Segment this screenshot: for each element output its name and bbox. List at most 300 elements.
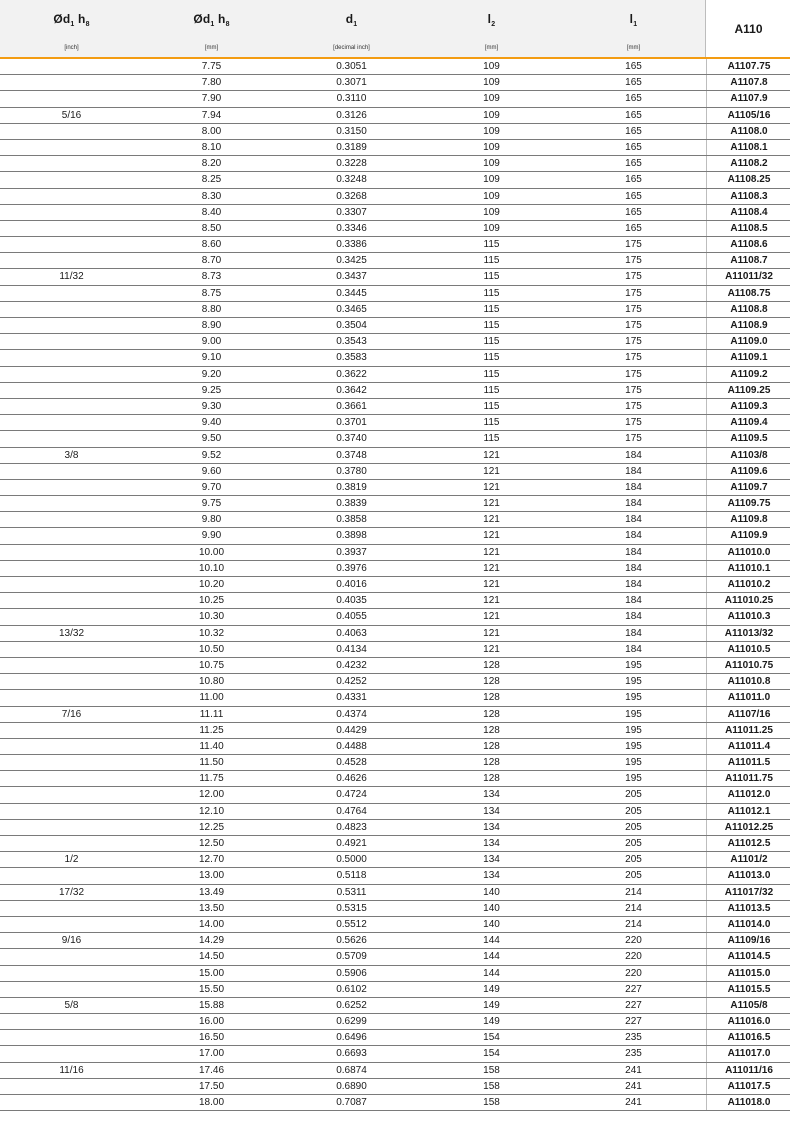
- table-row: [0, 172, 790, 188]
- cell-mm-diameter: 12.25: [198, 821, 225, 833]
- cell-decimal-inch: 0.3268: [336, 190, 367, 202]
- cell-l1: 165: [625, 158, 642, 170]
- cell-l1: 195: [625, 724, 642, 736]
- cell-decimal-inch: 0.3071: [336, 77, 367, 89]
- cell-inch-diameter: [20, 1046, 123, 1062]
- cell-article-code: A11017.0: [706, 1046, 790, 1061]
- cell-article-code: A11010.5: [706, 642, 790, 657]
- cell-l1: 205: [625, 789, 642, 801]
- cell-mm-diameter: 9.20: [201, 368, 222, 380]
- cell-article-code: A1108.4: [706, 205, 790, 220]
- cell-inch-diameter: [20, 609, 123, 625]
- cell-inch-diameter: [20, 383, 123, 399]
- cell-decimal-inch: 0.6252: [336, 999, 367, 1011]
- cell-mm-diameter: 8.25: [201, 174, 222, 186]
- cell-l1: 165: [625, 174, 642, 186]
- cell-inch-diameter: [20, 75, 123, 91]
- cell-l1: 220: [625, 951, 642, 963]
- header-mm-symbol: $Ød_1$ $h_8$: [193, 12, 230, 28]
- cell-decimal-inch: 0.4823: [336, 821, 367, 833]
- cell-l1: 184: [625, 595, 642, 607]
- cell-l1: 165: [625, 141, 642, 153]
- cell-l1: 165: [625, 109, 642, 121]
- cell-inch-diameter: [20, 1079, 123, 1095]
- cell-decimal-inch: 0.4429: [336, 724, 367, 736]
- cell-l2: 115: [483, 352, 500, 364]
- cell-inch-diameter: [20, 205, 123, 221]
- table-row: [0, 949, 790, 965]
- cell-inch-diameter: [20, 1014, 123, 1030]
- cell-inch-diameter: [20, 286, 123, 302]
- cell-article-code: A1109.4: [706, 415, 790, 430]
- cell-article-code: A1108.6: [706, 237, 790, 252]
- cell-mm-diameter: 9.50: [201, 433, 222, 445]
- cell-inch-diameter: [20, 528, 123, 544]
- cell-decimal-inch: 0.4921: [336, 838, 367, 849]
- cell-mm-diameter: 16.00: [198, 1016, 225, 1028]
- cell-l2: 128: [483, 757, 500, 769]
- cell-decimal-inch: 0.3819: [336, 481, 367, 493]
- cell-mm-diameter: 17.46: [198, 1064, 225, 1076]
- cell-article-code: A11017/32: [706, 885, 790, 900]
- table-row: [0, 609, 790, 625]
- cell-l2: 144: [483, 967, 500, 979]
- table-row: [0, 448, 790, 464]
- cell-l2: 134: [483, 854, 500, 866]
- cell-l2: 109: [483, 77, 500, 89]
- cell-article-code: A11014.0: [706, 917, 790, 932]
- cell-l1: 175: [625, 255, 642, 267]
- cell-l2: 109: [483, 158, 500, 170]
- cell-decimal-inch: 0.7087: [336, 1097, 367, 1108]
- table-row: [0, 642, 790, 658]
- table-row: [0, 383, 790, 399]
- cell-l2: 149: [483, 983, 500, 995]
- header-l1-unit: [mm]: [626, 45, 641, 51]
- cell-mm-diameter: 12.00: [198, 789, 225, 801]
- cell-inch-diameter: [20, 334, 123, 350]
- cell-l2: 115: [483, 368, 500, 380]
- cell-article-code: A11010.3: [706, 609, 790, 624]
- cell-article-code: A1107/16: [706, 707, 790, 722]
- table-row: [0, 318, 790, 334]
- table-row: [0, 658, 790, 674]
- cell-article-code: A1108.8: [706, 302, 790, 317]
- cell-decimal-inch: 0.4016: [336, 579, 367, 590]
- cell-l1: 175: [625, 352, 642, 364]
- cell-l2: 128: [483, 676, 500, 688]
- cell-mm-diameter: 7.80: [201, 77, 222, 89]
- cell-article-code: A1109.9: [706, 528, 790, 543]
- cell-article-code: A1109.5: [706, 431, 790, 446]
- cell-mm-diameter: 11.75: [199, 773, 224, 785]
- cell-l2: 109: [483, 190, 500, 202]
- cell-l2: 121: [483, 611, 500, 623]
- cell-article-code: A11016.0: [706, 1014, 790, 1029]
- cell-inch-diameter: [20, 723, 123, 739]
- cell-l2: 128: [483, 740, 500, 752]
- cell-inch-diameter: 11/16: [59, 1064, 84, 1076]
- cell-l2: 115: [483, 271, 500, 283]
- cell-mm-diameter: 9.10: [201, 352, 222, 364]
- cell-inch-diameter: [20, 949, 123, 965]
- cell-article-code: A1108.1: [706, 140, 790, 155]
- cell-mm-diameter: 14.00: [198, 918, 225, 930]
- table-row: [0, 739, 790, 755]
- table-row: [0, 966, 790, 982]
- table-row: [0, 528, 790, 544]
- cell-l2: 121: [483, 562, 500, 574]
- cell-l1: 175: [625, 417, 642, 429]
- cell-mm-diameter: 10.75: [198, 659, 225, 671]
- cell-inch-diameter: [20, 480, 123, 496]
- cell-decimal-inch: 0.3504: [336, 320, 367, 331]
- cell-decimal-inch: 0.3248: [336, 174, 367, 186]
- cell-article-code: A11013.0: [706, 868, 790, 883]
- cell-l1: 184: [625, 465, 642, 477]
- cell-decimal-inch: 0.3622: [336, 368, 367, 380]
- cell-mm-diameter: 9.30: [201, 400, 222, 412]
- cell-inch-diameter: [20, 593, 123, 609]
- cell-l1: 175: [625, 384, 642, 396]
- cell-article-code: A11010.25: [706, 593, 790, 608]
- table-row: [0, 350, 790, 366]
- table-row: [0, 286, 790, 302]
- cell-mm-diameter: 10.32: [198, 627, 225, 639]
- table-row: [0, 804, 790, 820]
- cell-decimal-inch: 0.4724: [336, 789, 367, 801]
- cell-l1: 184: [625, 514, 642, 526]
- cell-mm-diameter: 8.40: [201, 206, 222, 218]
- cell-l2: 121: [483, 465, 500, 477]
- table-row: [0, 75, 790, 91]
- cell-l2: 115: [483, 255, 500, 267]
- header-d1-unit: [decimal inch]: [333, 45, 370, 51]
- cell-decimal-inch: 0.6102: [336, 983, 367, 995]
- cell-mm-diameter: 10.25: [198, 595, 225, 607]
- table-row: [0, 302, 790, 318]
- cell-decimal-inch: 0.4374: [336, 708, 367, 720]
- cell-l2: 109: [483, 61, 500, 72]
- cell-l1: 195: [625, 740, 642, 752]
- cell-l2: 109: [483, 141, 500, 153]
- cell-decimal-inch: 0.3437: [336, 271, 367, 283]
- cell-mm-diameter: 10.00: [198, 546, 225, 558]
- cell-mm-diameter: 10.80: [198, 676, 225, 688]
- table-row: [0, 885, 790, 901]
- cell-l2: 115: [483, 384, 500, 396]
- cell-l2: 121: [483, 514, 500, 526]
- cell-article-code: A1108.9: [706, 318, 790, 333]
- table-row: [0, 496, 790, 512]
- cell-l2: 121: [483, 530, 500, 542]
- cell-l1: 165: [625, 61, 642, 72]
- cell-decimal-inch: 0.3976: [336, 562, 367, 574]
- cell-l2: 121: [483, 481, 500, 493]
- cell-mm-diameter: 9.52: [201, 449, 222, 461]
- cell-l1: 175: [625, 320, 642, 331]
- cell-decimal-inch: 0.3583: [336, 352, 367, 364]
- table-row: [0, 221, 790, 237]
- cell-mm-diameter: 17.50: [198, 1080, 225, 1092]
- cell-l1: 165: [625, 93, 642, 105]
- cell-decimal-inch: 0.3445: [336, 287, 367, 299]
- cell-article-code: A11011.0: [706, 690, 790, 705]
- cell-article-code: A11015.0: [706, 966, 790, 981]
- cell-inch-diameter: [20, 561, 123, 577]
- header-l1: [582, 0, 685, 58]
- cell-decimal-inch: 0.3150: [336, 125, 367, 137]
- table-row: [0, 367, 790, 383]
- cell-mm-diameter: 9.90: [201, 530, 222, 542]
- cell-mm-diameter: 9.40: [201, 417, 222, 429]
- cell-l2: 140: [483, 918, 500, 930]
- table-row: [0, 108, 790, 124]
- cell-l1: 165: [625, 222, 642, 234]
- cell-l2: 121: [483, 627, 500, 639]
- cell-mm-diameter: 15.50: [198, 983, 225, 995]
- cell-inch-diameter: [20, 577, 123, 593]
- table-row: [0, 1046, 790, 1062]
- cell-decimal-inch: 0.4232: [336, 659, 367, 671]
- cell-article-code: A11010.0: [706, 545, 790, 560]
- cell-inch-diameter: [20, 59, 123, 75]
- cell-l2: 128: [483, 659, 500, 671]
- header-inch-unit: [inch]: [64, 45, 79, 51]
- table-row: [0, 237, 790, 253]
- cell-article-code: A1109.8: [706, 512, 790, 527]
- cell-l2: 154: [483, 1048, 500, 1060]
- cell-decimal-inch: 0.3661: [336, 400, 367, 412]
- cell-l1: 241: [625, 1064, 642, 1076]
- cell-mm-diameter: 11.40: [199, 740, 224, 752]
- cell-l2: 115: [483, 400, 500, 412]
- cell-l1: 214: [625, 918, 642, 930]
- cell-l1: 195: [625, 773, 642, 785]
- cell-article-code: A1103/8: [706, 448, 790, 463]
- cell-l2: 149: [483, 999, 500, 1011]
- cell-l1: 175: [625, 400, 642, 412]
- cell-inch-diameter: [20, 690, 123, 706]
- cell-inch-diameter: 7/16: [61, 708, 82, 720]
- cell-l1: 241: [625, 1080, 642, 1092]
- cell-article-code: A11010.2: [706, 577, 790, 592]
- cell-inch-diameter: [20, 367, 123, 383]
- cell-l1: 175: [625, 239, 642, 251]
- cell-article-code: A11012.5: [706, 836, 790, 851]
- header-l2-unit: [mm]: [484, 45, 499, 51]
- cell-article-code: A1109.6: [706, 464, 790, 479]
- cell-l1: 227: [625, 999, 642, 1011]
- cell-mm-diameter: 8.73: [201, 271, 222, 283]
- cell-article-code: A1107.8: [706, 75, 790, 90]
- cell-l2: 115: [483, 303, 500, 315]
- cell-l1: 184: [625, 562, 642, 574]
- table-row: [0, 982, 790, 998]
- cell-inch-diameter: 3/8: [64, 449, 79, 461]
- table-row: [0, 415, 790, 431]
- cell-article-code: A11010.75: [706, 658, 790, 673]
- cell-l2: 115: [483, 336, 500, 348]
- cell-inch-diameter: 5/16: [61, 109, 82, 121]
- cell-decimal-inch: 0.5512: [336, 918, 367, 930]
- table-row: [0, 91, 790, 107]
- cell-l1: 175: [625, 287, 642, 299]
- cell-decimal-inch: 0.3839: [336, 498, 367, 510]
- cell-inch-diameter: [20, 1095, 123, 1111]
- cell-inch-diameter: [20, 415, 123, 431]
- cell-inch-diameter: [20, 820, 123, 836]
- cell-article-code: A11011.25: [706, 723, 790, 738]
- table-row: [0, 140, 790, 156]
- cell-l2: 121: [483, 595, 500, 607]
- cell-decimal-inch: 0.4764: [336, 805, 367, 817]
- cell-article-code: A1108.0: [706, 124, 790, 139]
- cell-decimal-inch: 0.3858: [336, 514, 367, 526]
- cell-l1: 165: [625, 125, 642, 137]
- cell-l1: 184: [625, 546, 642, 558]
- cell-l1: 184: [625, 498, 642, 510]
- cell-l1: 235: [625, 1048, 642, 1060]
- cell-decimal-inch: 0.4331: [336, 692, 367, 704]
- cell-article-code: A11013.5: [706, 901, 790, 916]
- cell-l2: 109: [483, 93, 500, 105]
- cell-decimal-inch: 0.3701: [336, 417, 367, 429]
- cell-article-code: A11018.0: [706, 1095, 790, 1110]
- table-row: [0, 1095, 790, 1111]
- cell-article-code: A1107.9: [706, 91, 790, 106]
- cell-inch-diameter: [20, 399, 123, 415]
- cell-l2: 128: [483, 708, 500, 720]
- cell-decimal-inch: 0.3465: [336, 303, 367, 315]
- cell-l1: 195: [625, 676, 642, 688]
- cell-decimal-inch: 0.3346: [336, 222, 367, 234]
- cell-l1: 175: [625, 271, 642, 283]
- cell-decimal-inch: 0.4055: [336, 611, 367, 623]
- cell-article-code: A11011/16: [706, 1063, 790, 1078]
- table-row: [0, 545, 790, 561]
- cell-article-code: A11012.0: [706, 787, 790, 802]
- table-row: [0, 1014, 790, 1030]
- cell-l1: 220: [625, 967, 642, 979]
- cell-decimal-inch: 0.4134: [336, 643, 367, 655]
- cell-inch-diameter: [20, 917, 123, 933]
- cell-article-code: A1109.25: [706, 383, 790, 398]
- cell-inch-diameter: [20, 464, 123, 480]
- cell-l2: 128: [483, 692, 500, 704]
- cell-inch-diameter: 1/2: [64, 854, 79, 866]
- cell-l2: 121: [483, 546, 500, 558]
- cell-l1: 227: [625, 983, 642, 995]
- cell-mm-diameter: 7.90: [201, 93, 222, 105]
- cell-l1: 195: [625, 757, 642, 769]
- cell-mm-diameter: 7.94: [201, 109, 222, 121]
- cell-inch-diameter: [20, 221, 123, 237]
- cell-mm-diameter: 8.90: [201, 320, 222, 331]
- cell-l1: 227: [625, 1016, 642, 1028]
- cell-l2: 134: [483, 789, 500, 801]
- cell-mm-diameter: 8.20: [201, 158, 222, 170]
- cell-article-code: A1101/2: [706, 852, 790, 867]
- cell-inch-diameter: 5/8: [64, 999, 79, 1011]
- cell-l1: 241: [625, 1097, 642, 1108]
- cell-inch-diameter: 9/16: [61, 935, 82, 947]
- cell-mm-diameter: 16.50: [198, 1032, 225, 1044]
- cell-mm-diameter: 14.29: [198, 935, 225, 947]
- cell-decimal-inch: 0.3051: [336, 61, 367, 72]
- cell-decimal-inch: 0.4488: [336, 740, 367, 752]
- cell-article-code: A1108.75: [706, 286, 790, 301]
- header-article-code: [705, 0, 790, 58]
- cell-l1: 195: [625, 692, 642, 704]
- cell-l2: 121: [483, 449, 500, 461]
- cell-article-code: A11016.5: [706, 1030, 790, 1045]
- header-l2: [440, 0, 543, 58]
- cell-inch-diameter: [20, 966, 123, 982]
- cell-l1: 175: [625, 368, 642, 380]
- cell-l2: 158: [483, 1064, 500, 1076]
- cell-decimal-inch: 0.3307: [336, 206, 367, 218]
- cell-decimal-inch: 0.3126: [336, 109, 367, 121]
- table-header: [0, 0, 790, 58]
- cell-decimal-inch: 0.4626: [336, 773, 367, 785]
- cell-decimal-inch: 0.3740: [336, 433, 367, 445]
- table-row: [0, 593, 790, 609]
- cell-l2: 109: [483, 206, 500, 218]
- cell-article-code: A1109.75: [706, 496, 790, 511]
- cell-l1: 184: [625, 530, 642, 542]
- cell-decimal-inch: 0.5315: [336, 902, 367, 914]
- cell-inch-diameter: [20, 642, 123, 658]
- cell-decimal-inch: 0.5000: [336, 854, 367, 866]
- cell-inch-diameter: [20, 156, 123, 172]
- cell-inch-diameter: [20, 545, 123, 561]
- cell-l1: 205: [625, 821, 642, 833]
- cell-mm-diameter: 8.00: [201, 125, 222, 137]
- header-d1-symbol: $d_1$: [345, 12, 358, 28]
- cell-article-code: A11012.25: [706, 820, 790, 835]
- cell-article-code: A11010.8: [706, 674, 790, 689]
- cell-mm-diameter: 10.10: [198, 562, 225, 574]
- cell-l2: 109: [483, 125, 500, 137]
- table-row: [0, 755, 790, 771]
- cell-l2: 134: [483, 838, 500, 849]
- cell-l2: 109: [483, 222, 500, 234]
- table-row: [0, 205, 790, 221]
- table-row: [0, 998, 790, 1014]
- header-mm-diameter: [160, 0, 263, 58]
- header-mm-unit: [mm]: [204, 45, 219, 51]
- cell-article-code: A1108.5: [706, 221, 790, 236]
- cell-l1: 214: [625, 902, 642, 914]
- cell-l1: 175: [625, 433, 642, 445]
- cell-mm-diameter: 18.00: [198, 1097, 225, 1108]
- cell-l1: 235: [625, 1032, 642, 1044]
- cell-mm-diameter: 8.70: [201, 255, 222, 267]
- cell-inch-diameter: [20, 496, 123, 512]
- cell-l1: 175: [625, 336, 642, 348]
- table-row: [0, 334, 790, 350]
- cell-mm-diameter: 11.50: [199, 757, 224, 769]
- cell-inch-diameter: [20, 318, 123, 334]
- cell-mm-diameter: 11.25: [199, 724, 224, 736]
- cell-article-code: A1109.0: [706, 334, 790, 349]
- table-row: [0, 399, 790, 415]
- table-row: [0, 480, 790, 496]
- cell-article-code: A11015.5: [706, 982, 790, 997]
- cell-l2: 115: [483, 320, 500, 331]
- cell-l2: 144: [483, 951, 500, 963]
